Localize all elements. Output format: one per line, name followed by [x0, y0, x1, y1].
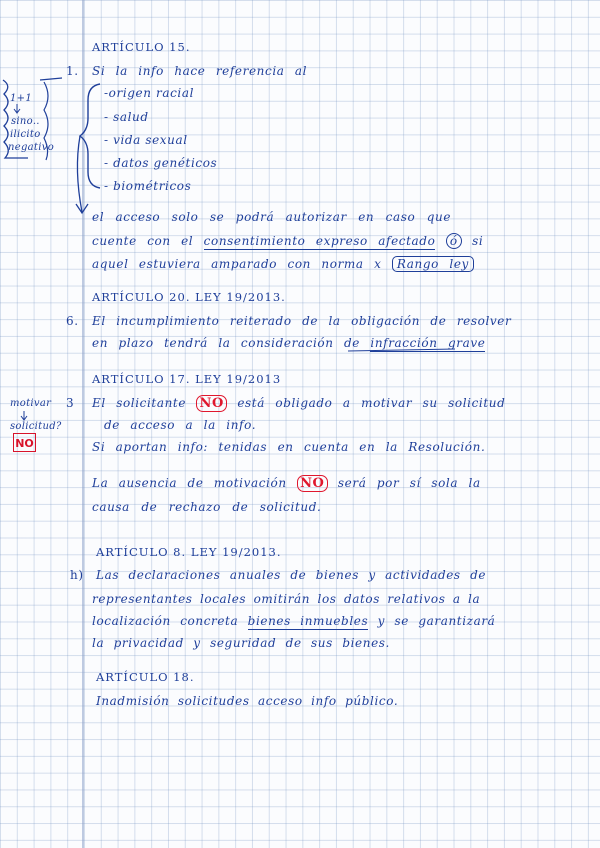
- art17-line1-text: El solicitante: [92, 396, 187, 410]
- margin-note-1-line3: ilicito: [10, 129, 41, 140]
- art15-circled-o: ó: [446, 233, 462, 249]
- art17-line3: Si aportan info: tenidas en cuenta en la Resolución.: [92, 440, 486, 454]
- art15-consent-underlined: consentimiento expreso afectado: [203, 234, 436, 248]
- mini-arrow-2: [21, 411, 27, 420]
- art18-line1: Inadmisión solicitudes acceso info público.: [96, 694, 399, 708]
- art20-line1: El incumplimiento reiterado de la obligación de resolver: [92, 314, 512, 328]
- art20-title: ARTÍCULO 20. LEY 19/2013.: [92, 290, 286, 304]
- margin-note-2-line2: solicitud?: [10, 421, 62, 432]
- art15-line2-text: cuente con el: [92, 234, 194, 248]
- art8-number: h): [70, 568, 84, 582]
- art15-line1: el acceso solo se podrá autorizar en caso que: [92, 210, 452, 224]
- art15-number: 1.: [66, 64, 79, 78]
- art20-number: 6.: [66, 314, 79, 328]
- art17-line4-text: La ausencia de motivación: [92, 476, 287, 490]
- art15-line3-x: x: [374, 257, 382, 271]
- art17-line4: [92, 476, 481, 490]
- art8-line3: [92, 614, 495, 628]
- art18-title: ARTÍCULO 18.: [96, 670, 195, 684]
- art8-title: ARTÍCULO 8. LEY 19/2013.: [96, 545, 282, 559]
- art15-line2: [92, 234, 483, 248]
- art15-line3-text: aquel estuviera amparado con norma: [92, 257, 364, 271]
- art15-intro: Si la info hace referencia al: [92, 64, 308, 78]
- margin-note-1-line4: negativo: [8, 142, 55, 153]
- art17-number: 3: [66, 396, 75, 410]
- margin-no-stamp: NO: [13, 433, 36, 452]
- art15-line3: [92, 257, 474, 271]
- art20-infraccion-grave: infracción grave: [370, 336, 486, 350]
- brace-arrow: [77, 136, 82, 212]
- art8-line3-rest: y se garantizará: [377, 614, 496, 628]
- art17-line2: de acceso a la info.: [104, 418, 257, 432]
- art20-line2: [92, 336, 485, 350]
- art8-line4: la privacidad y seguridad de sus bienes.: [92, 636, 390, 650]
- art17-line5: causa de rechazo de solicitud.: [92, 500, 322, 514]
- art17-no-stamp: NO: [196, 395, 226, 412]
- art17-line1: [92, 396, 505, 410]
- art15-title: ARTÍCULO 15.: [92, 40, 191, 54]
- art15-item-3: - vida sexual: [104, 133, 188, 147]
- art17-no-stamp-2: NO: [297, 475, 327, 492]
- art17-line4-rest: será por sí sola la: [337, 476, 481, 490]
- art8-line1: Las declaraciones anuales de bienes y actividades de: [96, 568, 487, 582]
- art8-bienes-inmuebles: bienes inmuebles: [247, 614, 369, 628]
- margin-note-1-line2: sino..: [11, 116, 40, 127]
- margin-note-2-line1: motivar: [10, 398, 52, 409]
- margin-note-1-line1: 1+1: [10, 93, 33, 104]
- art15-line2-si: si: [472, 234, 484, 248]
- art8-line2: representantes locales omitirán los datos relativos a la: [92, 592, 481, 606]
- art15-rango-ley-box: Rango ley: [392, 256, 474, 272]
- art20-line2-text: en plazo tendrá la consideración de: [92, 336, 360, 350]
- note-arrow: [40, 78, 62, 80]
- art17-title: ARTÍCULO 17. LEY 19/2013: [92, 372, 282, 386]
- art15-item-2: - salud: [104, 110, 149, 124]
- art8-line3-text: localización concreta: [92, 614, 239, 628]
- art17-line1-rest: está obligado a motivar su solicitud: [237, 396, 506, 410]
- art15-item-5: - biométricos: [104, 179, 192, 193]
- art15-item-4: - datos genéticos: [104, 156, 218, 170]
- art15-item-1: -origen racial: [104, 86, 195, 100]
- items-brace: [80, 84, 100, 188]
